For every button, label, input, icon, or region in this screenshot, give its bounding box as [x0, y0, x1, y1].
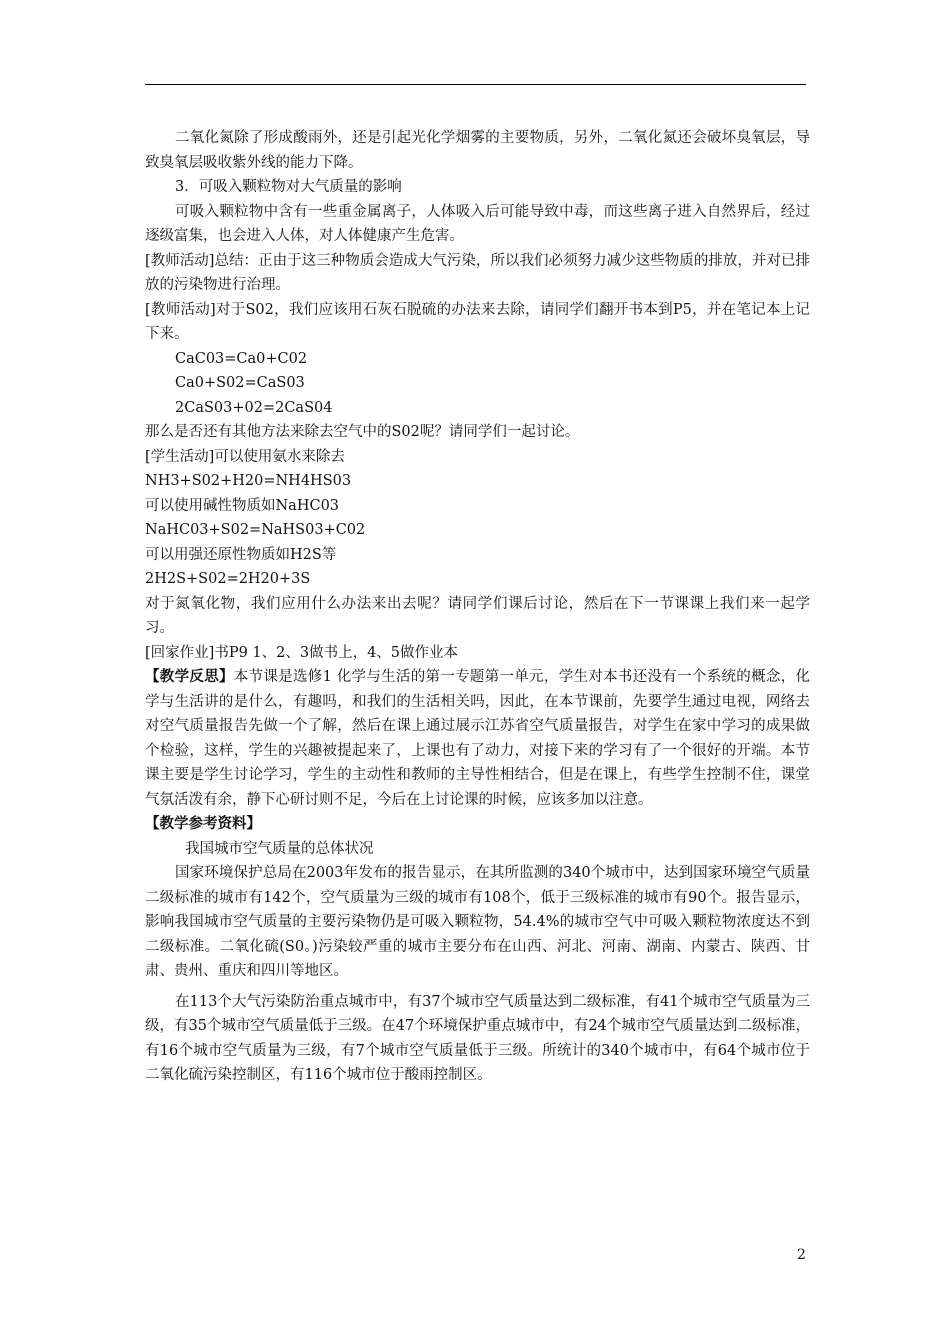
paragraph-teacher-so2: [教师活动]对于S02，我们应该用石灰石脱硫的办法来去除，请同学们翻开书本到P5，并在笔记本上记下来。 — [145, 301, 810, 342]
equation-5: NaHC03+S02=NaHS03+C02 — [145, 522, 366, 538]
equation-4: NH3+S02+H20=NH4HS03 — [145, 473, 352, 489]
document-body — [145, 126, 810, 1088]
equation-6: 2H2S+S02=2H20+3S — [145, 571, 311, 587]
equation-3: 2CaS03+02=2CaS04 — [175, 399, 333, 416]
reference-paragraph-2: 在113个大气污染防治重点城市中，有37个城市空气质量达到二级标准，有41个城市空气质量为三级，有35个城市空气质量低于三级。在47个环境保护重点城市中，有24个城市空气质量达到二级标准，有16个城市空气质量为三级，有7个城市空气质量低于三级。所统计的340个城市中，有64个城市位于二氧化硫污染控制区，有116个城市位于酸雨控制区。 — [145, 993, 810, 1083]
paragraph-reducing: 可以用强还原性物质如H2S等 — [145, 546, 337, 563]
paragraph-student-activity: [学生活动]可以使用氨水来除去 — [145, 448, 345, 465]
paragraph-no2: 二氧化氮除了形成酸雨外，还是引起光化学烟雾的主要物质，另外，二氧化氮还会破坏臭氧层，导致臭氧层吸收紫外线的能力下降。 — [145, 130, 810, 171]
paragraph-reflection — [145, 665, 810, 812]
section-heading-particles: 3．可吸入颗粒物对大气质量的影响 — [175, 179, 402, 195]
page-number: 2 — [797, 1247, 806, 1263]
reference-paragraph-1: 国家环境保护总局在2003年发布的报告显示，在其所监测的340个城市中，达到国家环境空气质量二级标准的城市有142个，空气质量为三级的城市有108个，低于三级标准的城市有90个。报告显示，影响我国城市空气质量的主要污染物仍是可吸入颗粒物，54.4%的城市空气中可吸入颗粒物浓度达不到二级标准。二氧化硫(S0。)污染较严重的城市主要分布在山西、河北、河南、湖南、内蒙古、陕西、甘肃、贵州、重庆和四川等地区。 — [145, 865, 810, 979]
reflection-heading: 【教学反思】 — [145, 668, 234, 685]
equation-2: Ca0+S02=CaS03 — [175, 375, 305, 391]
paragraph-question: 那么是否还有其他方法来除去空气中的S02呢？请同学们一起讨论。 — [145, 424, 580, 440]
reference-heading: 【教学参考资料】 — [145, 815, 261, 832]
paragraph-alkaline: 可以使用碱性物质如NaHC03 — [145, 497, 340, 514]
paragraph-nox: 对于氮氧化物，我们应用什么办法来出去呢？请同学们课后讨论，然后在下一节课课上我们来一起学习。 — [145, 595, 810, 636]
reference-subtitle: 我国城市空气质量的总体状况 — [185, 840, 374, 857]
header-rule — [145, 84, 806, 85]
paragraph-homework: [回家作业]书P9 1、2、3做书上，4、5做作业本 — [145, 644, 459, 661]
equation-1: CaC03=Ca0+C02 — [175, 350, 308, 367]
paragraph-teacher-summary: [教师活动]总结：正由于这三种物质会造成大气污染，所以我们必须努力减少这些物质的排放，并对已排放的污染物进行治理。 — [145, 252, 810, 293]
reflection-text: 本节课是选修1 化学与生活的第一专题第一单元，学生对本书还没有一个系统的概念，化学与生活讲的是什么，有趣吗，和我们的生活相关吗，因此，在本节课前，先要学生通过电视，网络去对空气质量报告先做一个了解，然后在课上通过展示江苏省空气质量报告，对学生在家中学习的成果做个检验，这样，学生的兴趣被提起来了，上课也有了动力，对接下来的学习有了一个很好的开端。本节课主要是学生讨论学习，学生的主动性和教师的主导性相结合，但是在课上，有些学生控制不住，课堂气氛活泼有余，静下心研讨则不足，今后在上讨论课的时候，应该多加以注意。 — [145, 669, 810, 808]
paragraph-particles: 可吸入颗粒物中含有一些重金属离子，人体吸入后可能导致中毒，而这些离子进入自然界后，经过逐级富集，也会进入人体，对人体健康产生危害。 — [145, 203, 810, 244]
